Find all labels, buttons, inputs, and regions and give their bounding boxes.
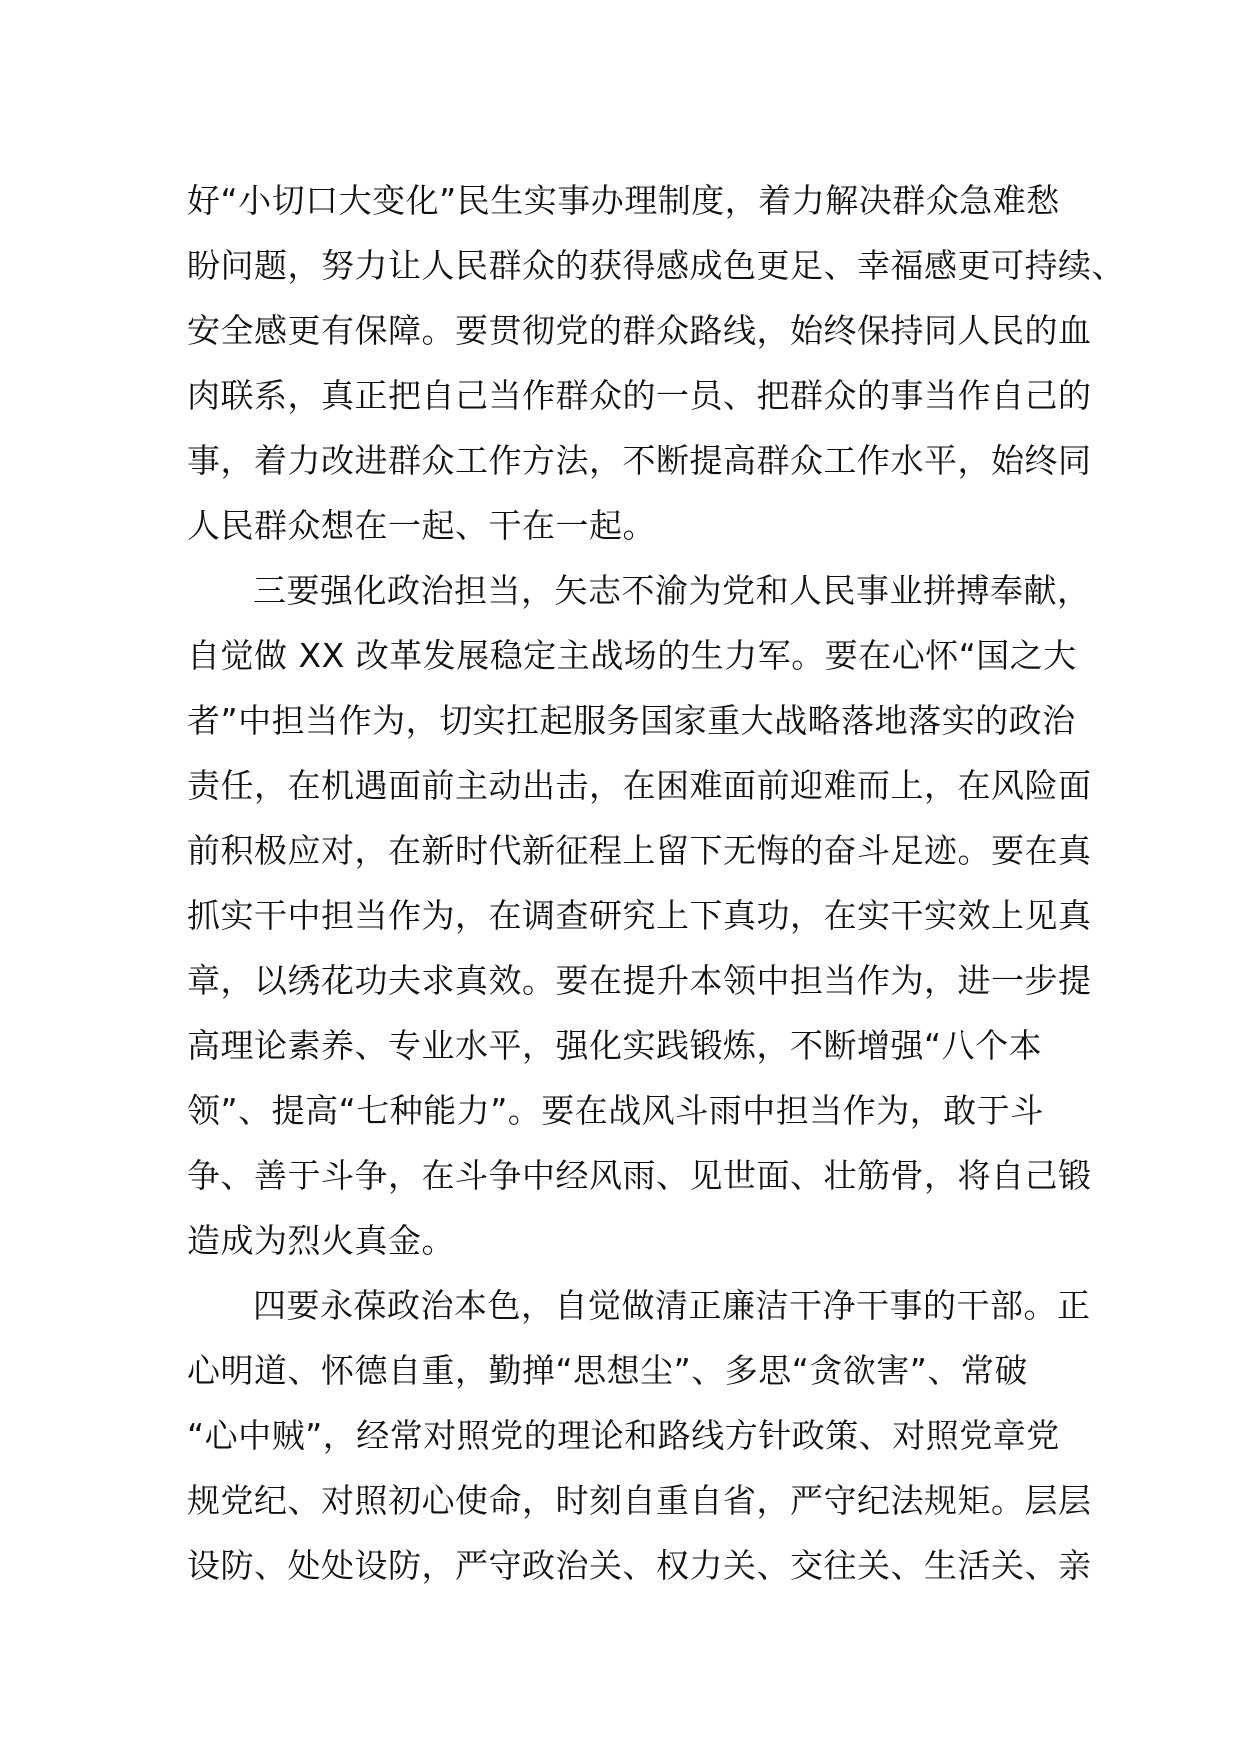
text-line: 心明道、怀德自重，勤掸“思想尘”、多思“贪欲害”、常破: [187, 1351, 1028, 1390]
text-line: 抓实干中担当作为，在调查研究上下真功，在实干实效上见真: [187, 896, 1092, 935]
text-line: 造成为烈火真金。: [187, 1221, 455, 1260]
text-line: 设防、处处设防，严守政治关、权力关、交往关、生活关、亲: [187, 1546, 1092, 1585]
text-line: 者”中担当作为，切实扛起服务国家重大战略落地落实的政治: [187, 701, 1076, 740]
text-line: 争、善于斗争，在斗争中经风雨、见世面、壮筋骨，将自己锻: [187, 1156, 1092, 1195]
body-text: [187, 168, 1125, 1598]
text-line: 规党纪、对照初心使命，时刻自重自省，严守纪法规矩。层层: [187, 1481, 1092, 1520]
text-line: 前积极应对，在新时代新征程上留下无悔的奋斗足迹。要在真: [187, 831, 1092, 870]
paragraph-start-line: 四要永葆政治本色，自觉做清正廉洁干净干事的干部。正: [253, 1286, 1091, 1325]
paragraph-start-line: 三要强化政治担当，矢志不渝为党和人民事业拼搏奉献，: [253, 571, 1091, 610]
text-line: 自觉做 XX 改革发展稳定主战场的生力军。要在心怀“国之大: [187, 636, 1077, 675]
text-line: 好“小切口大变化”民生实事办理制度，着力解决群众急难愁: [187, 181, 1060, 220]
text-line: 领”、提高“七种能力”。要在战风斗雨中担当作为，敢于斗: [187, 1091, 1044, 1130]
text-line: 事，着力改进群众工作方法，不断提高群众工作水平，始终同: [187, 441, 1092, 480]
text-line: “心中贼”，经常对照党的理论和路线方针政策、对照党章党: [187, 1416, 1060, 1455]
text-line: 章，以绣花功夫求真效。要在提升本领中担当作为，进一步提: [187, 961, 1092, 1000]
text-line: 人民群众想在一起、干在一起。: [187, 506, 656, 545]
text-line: 高理论素养、专业水平，强化实践锻炼，不断增强“八个本: [187, 1026, 1043, 1065]
text-line: 安全感更有保障。要贯彻党的群众路线，始终保持同人民的血: [187, 311, 1092, 350]
text-line: 肉联系，真正把自己当作群众的一员、把群众的事当作自己的: [187, 376, 1092, 415]
text-line: 盼问题，努力让人民群众的获得感成色更足、幸福感更可持续、: [187, 246, 1125, 285]
text-line: 责任，在机遇面前主动出击，在困难面前迎难而上，在风险面: [187, 766, 1092, 805]
